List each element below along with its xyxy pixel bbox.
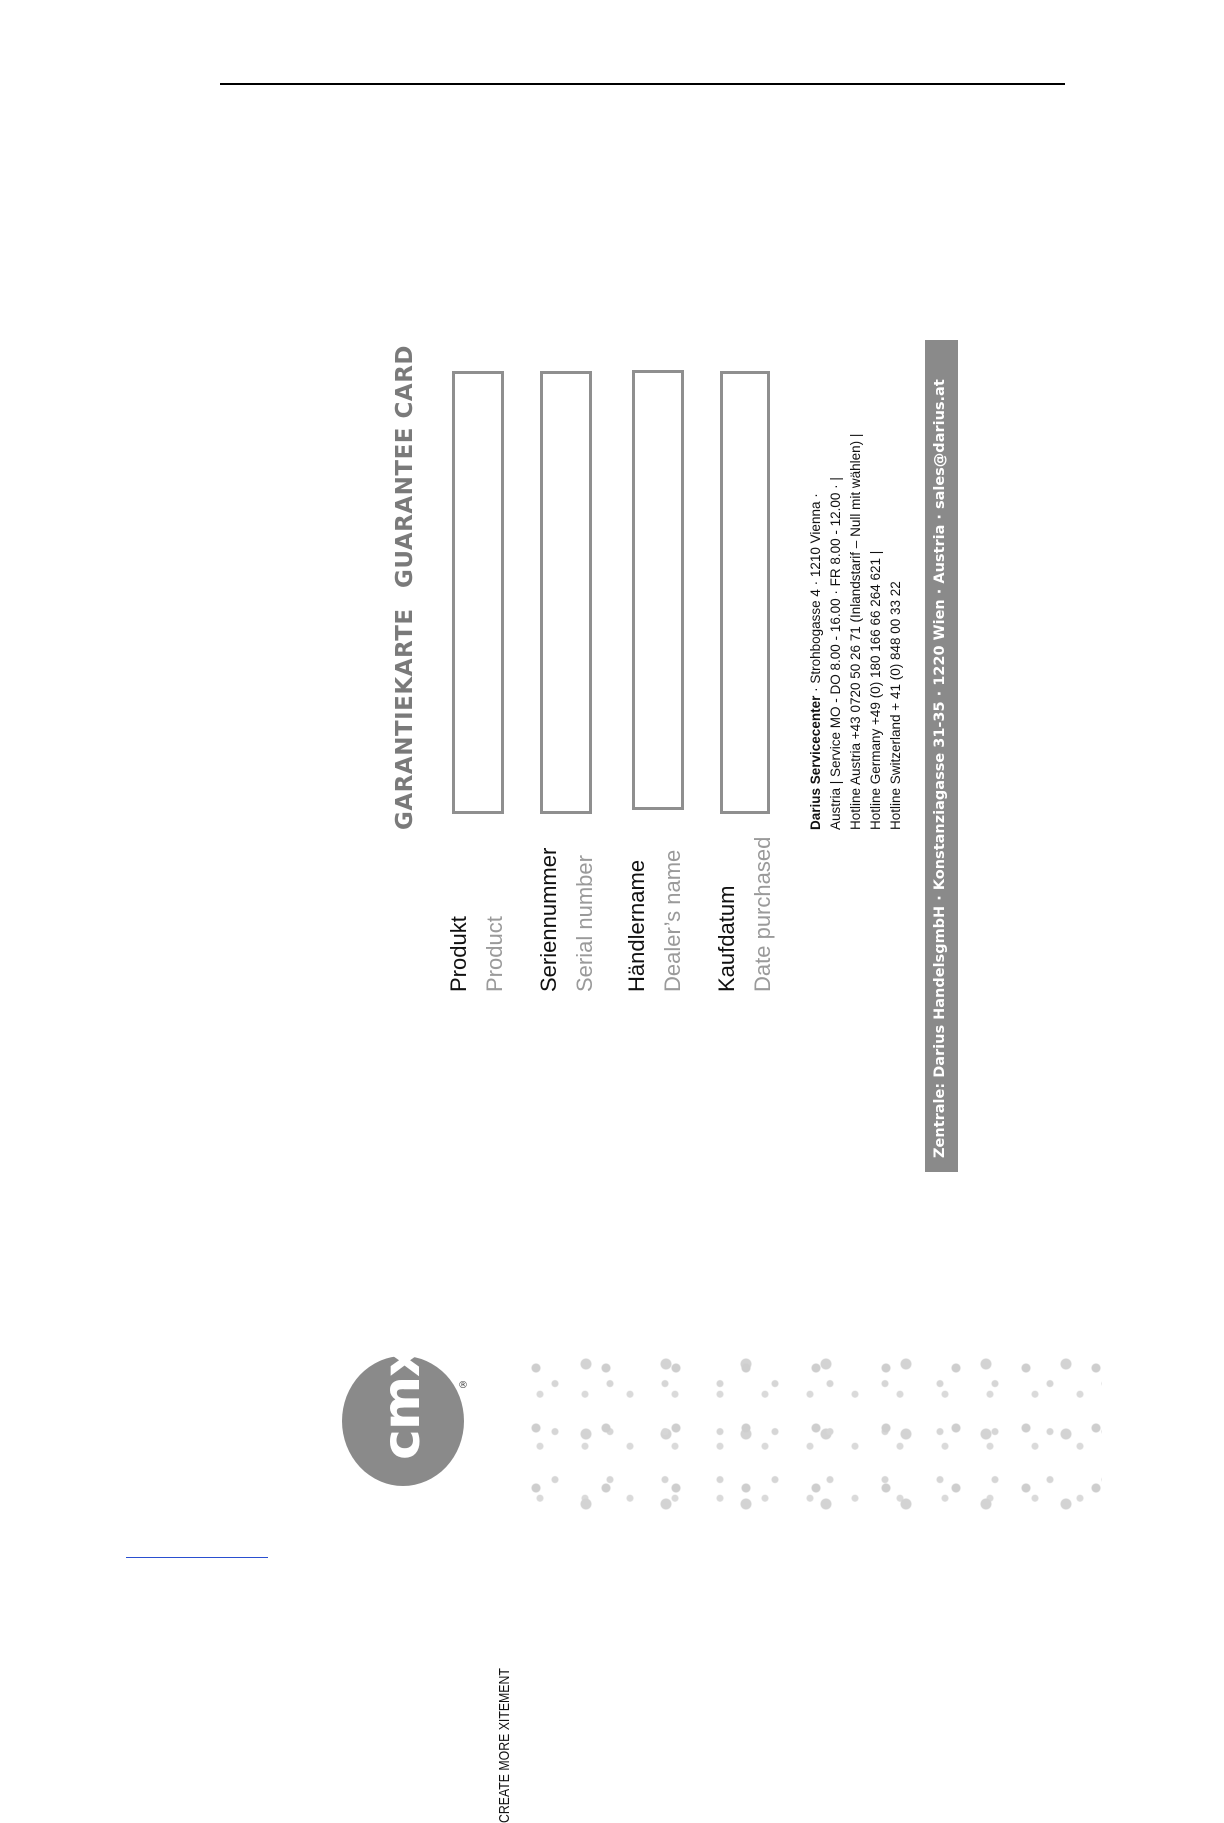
field-label-dealer: Händlername [624,859,649,992]
footer-text: Zentrale: Darius HandelsgmbH · Konstanziagasse 31-35 · 1220 Wien · Austria · sales@darius.at [932,379,948,1158]
footer-band [925,340,958,1172]
contact-line-3: Hotline Austria +43 0720 50 26 71 (Inlandstarif – Null mit wählen) | [848,433,863,830]
contact-line-1: Darius Servicecenter · Strohbogasse 4 · 1210 Vienna · [808,493,823,830]
field-label-serial: Seriennummer [536,847,561,992]
contact-block [806,434,906,830]
title-en: GUARANTEE CARD [392,344,418,588]
field-sub-dealer: Dealer’s name [660,849,685,992]
header-rule [220,83,1065,85]
field-label-date: Kaufdatum [714,885,739,992]
serial-number-box[interactable] [540,371,592,814]
contact-line-4: Hotline Germany +49 (0) 180 166 66 264 621 | [868,550,883,830]
registered-mark: ® [458,1380,468,1391]
contact-line-2: Austria | Service MO - DO 8.00 - 16.00 · FR 8.00 - 12.00 · | [828,477,843,830]
decorative-pattern [522,1350,1102,1510]
field-sub-date: Date purchased [750,836,775,992]
field-sub-serial: Serial number [572,855,597,992]
contact-line-5: Hotline Switzerland + 41 (0) 848 00 33 22 [888,581,903,830]
dealer-name-box[interactable] [632,370,684,810]
field-label-product: Produkt [446,916,471,992]
title-de: GARANTIEKARTE [392,608,418,830]
cmx-logo [342,1344,464,1486]
footnote-rule [126,1557,268,1558]
logo-text: cmx [372,1344,432,1460]
date-purchased-box[interactable] [720,371,770,814]
field-sub-product: Product [482,916,507,992]
tagline: CREATE MORE XITEMENT [496,1668,513,1823]
product-box[interactable] [452,371,504,814]
guarantee-card [342,340,958,1823]
